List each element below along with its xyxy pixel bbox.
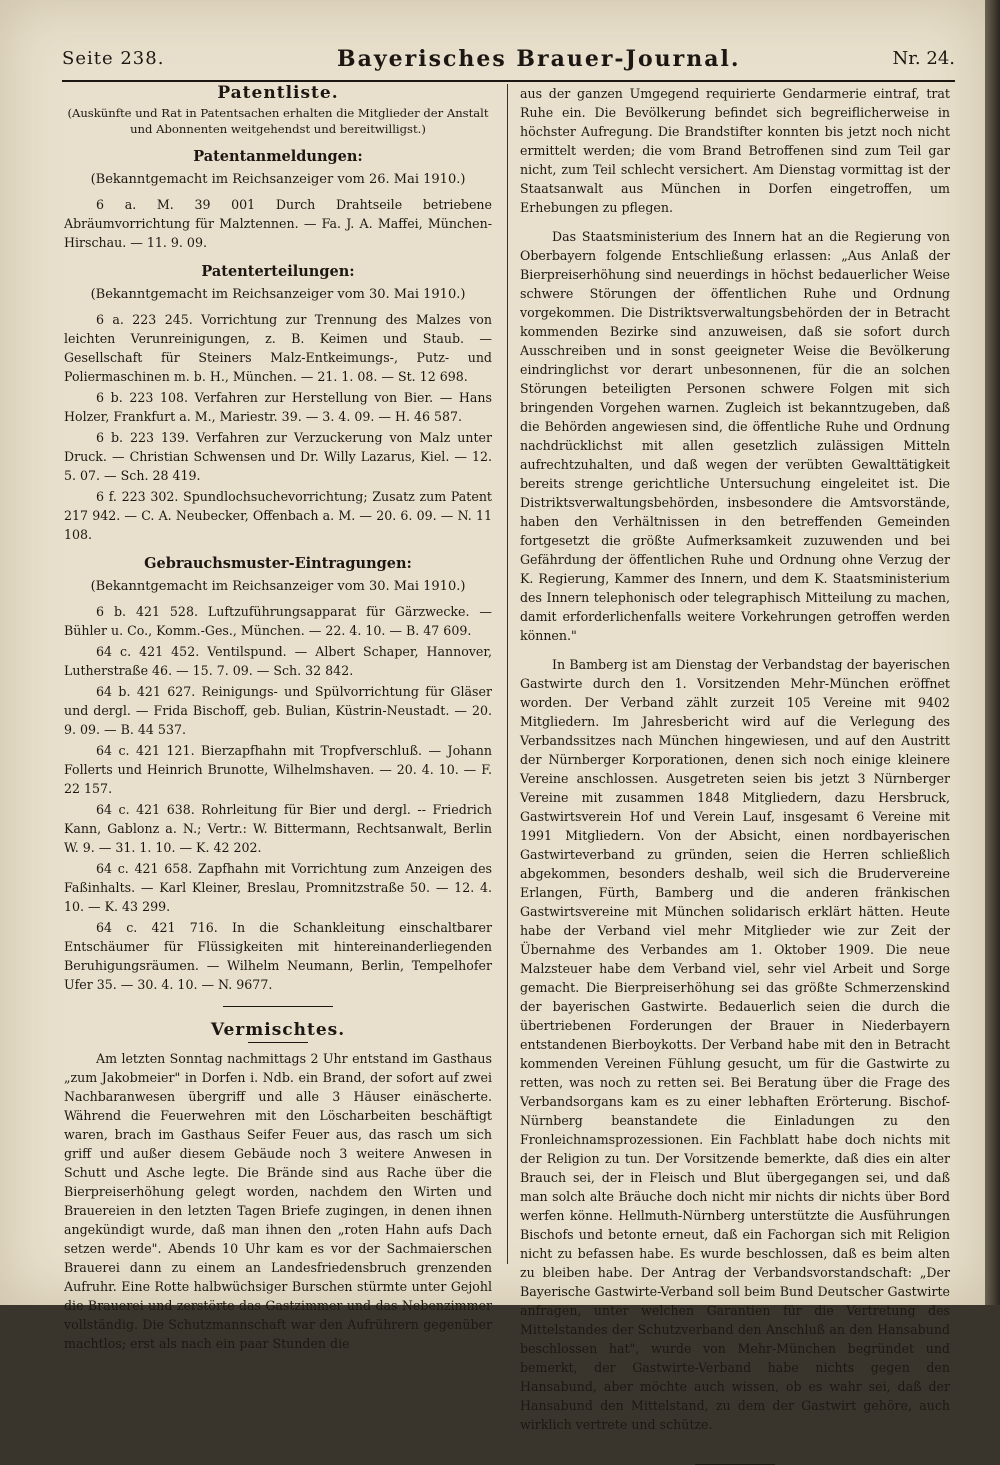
patent-entry: 64 b. 421 627. Reinigungs- und Spülvorrichtung für Gläser und dergl. — Frida Bischoff, geb. Bulian, Küstrin-Neustadt. — 20. 9. 09. — B. 44 537. <box>64 684 492 737</box>
page-edge <box>985 0 1000 1305</box>
patent-entry: 64 c. 421 638. Rohrleitung für Bier und dergl. -- Friedrich Kann, Gablonz a. N.; Vertr.: W. Bittermann, Rechtsanwalt, Berlin W. 9. — 31. 1. 10. — K. 42 202. <box>64 802 492 855</box>
patent-entry: 6 b. 223 139. Verfahren zur Verzuckerung von Malz unter Druck. — Christian Schwensen und Dr. Willy Lazarus, Kiel. — 12. 5. 07. — Sch. 28 419. <box>64 430 492 483</box>
article-paragraph: Am letzten Sonntag nachmittags 2 Uhr entstand im Gasthaus „zum Jakobmeier" in Dorfen i. Ndb. ein Brand, der sofort auf zwei Nachbaranwesen übergriff und alle 3 Häuser einäscherte. Während die Feuerwehren mit den Löscharbeiten beschäftigt waren, brach im Gasthaus Seifer Feuer aus, das rasch um sich griff und außer diesem Gebäude noch 3 weitere Anwesen in Schutt und Asche legte. Die Brände sind aus Rache über die Bierpreiserhöhung gelegt worden, nachdem den Wirten und Brauereien in den letzten Tagen Briefe zugingen, in denen ihnen angekündigt wurde, daß man ihnen den „roten Hahn aufs Dach setzen werde". Abends 10 Uhr kam es vor der Sachmaierschen Brauerei dann zu einem an Landesfriedensbruch grenzenden Aufruhr. Eine Rotte halbwüchsiger Burschen stürmte unter Gejohl die Brauerei und zerstörte das Gastzimmer und das Nebenzimmer vollständig. Die Schutzmannschaft war den Aufrührern gegenüber machtlos; erst als nach ein paar Stunden die <box>64 1051 492 1351</box>
erteilungen-announce: (Bekanntgemacht im Reichsanzeiger vom 30. Mai 1910.) <box>90 287 466 302</box>
column-divider <box>507 84 508 1264</box>
journal-title: Bayerisches Brauer-Journal. <box>337 46 741 72</box>
patent-entry: 6 a. M. 39 001 Durch Drahtseile betriebene Abräumvorrichtung für Malztennen. — Fa. J. A. Maffei, München-Hirschau. — 11. 9. 09. <box>64 197 492 250</box>
issue-number: Nr. 24. <box>892 48 955 69</box>
article-paragraph: In Bamberg ist am Dienstag der Verbandstag der bayerischen Gastwirte durch den 1. Vorsitzenden Mehr-München eröffnet worden. Der Verband zählt zurzeit 105 Vereine mit 9402 Mitgliedern. Im Jahresbericht wird auf die Verlegung des Verbandssitzes nach München hingewiesen, und auf den Austritt der Nürnberger Korporationen, denen sich noch einige kleinere Vereine anschlossen. Ausgetreten seien bis jetzt 3 Nürnberger Vereine mit zusammen 1848 Mitgliedern, dazu Hersbruck, Gastwirtsverein Hof und Verein Lauf, insgesamt 6 Vereine mit 1991 Mitgliedern. Von der Absicht, einen nordbayerischen Gastwirteverband zu gründen, seien die Herren schließlich abgekommen, besonders deshalb, weil sich die Brudervereine Erlangen, Fürth, Bamberg und die anderen fränkischen Gastwirtsvereine mit München solidarisch erklärt hätten. Heute habe der Verband viel mehr Mitglieder wie zur Zeit der Übernahme des Verbandes am 1. Oktober 1909. Die neue Malzsteuer habe dem Verband viel, sehr viel Arbeit und Sorge gemacht. Die Bierpreiserhöhung sei das größte Schmerzenskind der bayerischen Gastwirte. Bedauerlich seien die durch die übertriebenen Forderungen der Brauer in Niederbayern entstandenen Bierboykotts. Der Verband habe mit den in Betracht kommenden Vereinen Fühlung gesucht, um für die Gastwirte zu retten, was noch zu retten sei. Bei Beratung über die Frage des Verbandsorgans kam es zu einer lebhaften Erörterung. Bischof-Nürnberg beanstandete die Einladungen zu den Fronleichnamsprozessionen. Ein Fachblatt habe doch nichts mit der Religion zu tun. Der Vorsitzende bemerkte, daß dies ein alter Brauch sei, der in Fleisch und Blut übergegangen sei, und daß man solch alte Bräuche doch nicht mir nichts dir nichts über Bord werfen könne. Hellmuth-Nürnberg unterstützte die Ausführungen Bischofs und betonte erneut, daß ein Fachorgan sich mit Religion nicht zu befassen habe. Es wurde beschlossen, daß es beim alten zu bleiben habe. Der Antrag der Verbandsvorstandschaft: „Der Bayerische Gastwirte-Verband soll beim Bund Deutscher Gastwirte anfragen, unter welchen Garantien für die Vertretung des Mittelstandes der Schutzverband den Anschluß an den Hansabund beschlossen hat", wurde von Mehr-München begründet und bemerkt, der Gastwirte-Verband habe nichts gegen den Hansabund, aber möchte auch wissen, ob es wahr sei, daß der Hansabund den Mittelstand, zu dem der Gastwirt gehöre, auch wirklich vertrete und schütze. <box>520 657 950 1432</box>
section-divider <box>223 1006 333 1007</box>
article-paragraph: aus der ganzen Umgegend requirierte Gendarmerie eintraf, trat Ruhe ein. Die Bevölkerung befindet sich begreiflicherweise in höchster Aufregung. Die Brandstifter konnten bis jetzt noch nicht ermittelt werden; die vom Brand Betroffenen sind zum Teil gar nicht, zum Teil schlecht versichert. Am Dienstag vormittag ist der Staatsanwalt aus München in Dorfen eingetroffen, um Erhebungen zu pflegen. <box>520 86 950 215</box>
page-header <box>62 48 955 76</box>
patentliste-note: (Auskünfte und Rat in Patentsachen erhalten die Mitglieder der Anstalt und Abonnenten weitgehendst und bereitwilligst.) <box>67 106 489 136</box>
title-underline <box>248 1042 308 1043</box>
gebrauchsmuster-announce: (Bekanntgemacht im Reichsanzeiger vom 30. Mai 1910.) <box>90 579 466 594</box>
article-paragraph: Das Staatsministerium des Innern hat an die Regierung von Oberbayern folgende Entschließung erlassen: „Aus Anlaß der Bierpreiserhöhung sind neuerdings in höchst bedauerlicher Weise schwere Störungen der öffentlichen Ruhe und Ordnung vorgekommen. Die Distriktsverwaltungsbehörden der in Betracht kommenden Bezirke sind anzuweisen, daß sie sofort durch Ausschreiben und in sonst geeigneter Weise die Bevölkerung eindringlichst vor derart unbesonnenen, für die an solchen Störungen beteiligten Personen schwere Folgen mit sich bringenden Vorgehen warnen. Zugleich ist bekanntzugeben, daß die Behörden angewiesen sind, die öffentliche Ruhe und Ordnung nachdrücklichst mit allen gesetzlich zulässigen Mitteln aufrechtzuhalten, und daß wegen der verübten Gewalttätigkeit bereits strenge gerichtliche Untersuchung eingeleitet ist. Die Distriktsverwaltungsbehörden, insbesondere die Amtsvorstände, haben den Verhältnissen in den betreffenden Gemeinden fortgesetzt die größte Aufmerksamkeit zuzuwenden und bei Gefährdung der öffentlichen Ruhe und Ordnung ohne Verzug der K. Regierung, Kammer des Innern, und dem K. Staatsministerium des Innern telephonisch oder telegraphisch Mitteilung zu machen, damit erforderlichenfalls weitere Vorkehrungen getroffen werden können." <box>520 229 950 643</box>
patentliste-title: Patentliste. <box>217 83 339 103</box>
anmeldungen-title: Patentanmeldungen: <box>193 148 363 165</box>
patent-entry: 6 b. 421 528. Luftzuführungsapparat für Gärzwecke. — Bühler u. Co., Komm.-Ges., München. — 22. 4. 10. — B. 47 609. <box>64 604 492 638</box>
left-column <box>64 84 492 1355</box>
patent-entry: 64 c. 421 716. In die Schankleitung einschaltbarer Entschäumer für Flüssigkeiten mit hintereinanderliegenden Beruhigungsräumen. — Wilhelm Neumann, Berlin, Tempelhofer Ufer 35. — 30. 4. 10. — N. 9677. <box>64 920 492 992</box>
patent-entry: 64 c. 421 121. Bierzapfhahn mit Tropfverschluß. — Johann Follerts und Heinrich Brunotte, Wilhelmshaven. — 20. 4. 10. — F. 22 157. <box>64 743 492 796</box>
patent-entry: 6 f. 223 302. Spundlochsuchevorrichtung; Zusatz zum Patent 217 942. — C. A. Neubecker, Offenbach a. M. — 20. 6. 09. — N. 11 108. <box>64 489 492 542</box>
gebrauchsmuster-title: Gebrauchsmuster-Eintragungen: <box>144 555 412 572</box>
right-column <box>520 84 950 1465</box>
vermischtes-title: Vermischtes. <box>210 1020 346 1040</box>
patent-entry: 64 c. 421 658. Zapfhahn mit Vorrichtung zum Anzeigen des Faßinhalts. — Karl Kleiner, Breslau, Promnitzstraße 50. — 12. 4. 10. — K. 43 299. <box>64 861 492 914</box>
page-number: Seite 238. <box>62 48 165 69</box>
patent-entry: 64 c. 421 452. Ventilspund. — Albert Schaper, Hannover, Lutherstraße 46. — 15. 7. 09. — Sch. 32 842. <box>64 644 492 678</box>
anmeldungen-announce: (Bekanntgemacht im Reichsanzeiger vom 26. Mai 1910.) <box>90 172 466 187</box>
header-rule <box>62 80 955 82</box>
patent-entry: 6 b. 223 108. Verfahren zur Herstellung von Bier. — Hans Holzer, Frankfurt a. M., Mariestr. 39. — 3. 4. 09. — H. 46 587. <box>64 390 492 424</box>
patent-entry: 6 a. 223 245. Vorrichtung zur Trennung des Malzes von leichten Verunreinigungen, z. B. Keimen und Staub. — Gesellschaft für Steiners Malz-Entkeimungs-, Putz- und Poliermaschinen m. b. H., München. — 21. 1. 08. — St. 12 698. <box>64 312 492 384</box>
erteilungen-title: Patenterteilungen: <box>201 263 355 280</box>
